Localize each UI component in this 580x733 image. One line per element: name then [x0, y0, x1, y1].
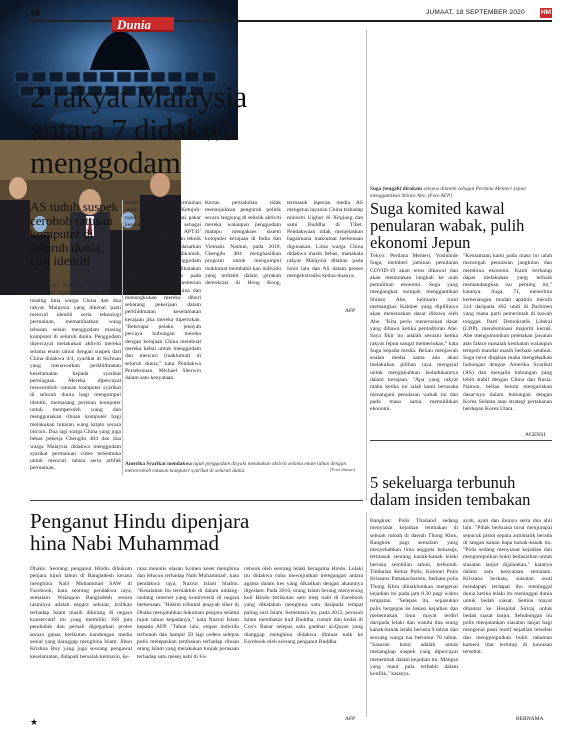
main-body-col-2: seperti kit dan kredit permainan untuk dijual semula. Ketujuh-tujuh suspek dikenal pasti pakar keselamatan siber sebagai 'organisasi penggodam APT41' berdasarkan perkaitan dan teknik yang digunakan. Berdasarkan kertas pertuduhan di mahkamah, Jiang Lizhi, seorang penggodam Chengdu 404, dikatakan memberitahu rakannya pada 2012, dia dilindungi Kementerian Keselamatan Negara China dan menungkukan mereka diberi sebarang pekerjaan dalam perkhidmatan keselamatan kerajaan jika mereka diperlukan. "Beberapa pelaku jenayah percaya hubungan mereka dengan kerajaan China membuat mereka kebal untuk menggodam dan mencuri (maklumat) di seluruh dunia," kata Pendakwa Persekutuan, Michael Sherwin dalam satu kenyataan.	[125, 200, 201, 382]
thai-credit: BERNAMA	[516, 716, 544, 722]
column-divider	[366, 30, 367, 500]
keyboard-caption-bold: Amerika Syarikat mendakwa	[125, 461, 192, 467]
thai-body-col-1: Bangkok: Polis Thailand sedang menyiasat kejadian tembakan di sebuah rumah di daerah Thung Khru, Bangkok pagi semalam yang menyebabkan lima anggota keluarga, termasuk seorang kanak-kanak lelaki berusia sembilan tahun, terbunuh. Timbalan Ketua Polis, Kolonel Polis Krissana Pattanacharoen, berkata polis Thung Khru dimaklumkan mengenai kejadian itu pada jam 8.30 pagi waktu tempatan. "Selepas itu, sepasukan polis bergegas ke lokasi kejadian dan menemukan lima mayat terdiri daripada lelaki dan wanita dua orang kanak-kanak lelaki berusia 9 tahun dan seorang warga tua berumur 70 tahun. "Sasaran kami adalah untuk menangkap suspek yang dipercayai menembak dalam kejadian itu. Mangsa yang maut pula terbabit dalam konflik," katanya.	[370, 518, 458, 678]
column-divider	[122, 200, 123, 475]
keyboard-photo-credit: (Foto hiasan)	[330, 467, 356, 472]
hindu-headline-line-1: Penganut Hindu dipenjara	[30, 509, 250, 533]
section-divider	[30, 500, 363, 501]
main-subheading: AS tuduh suspek ceroboh ratusan komputer di seluruh dunia, curi identiti	[30, 199, 119, 268]
keyboard-caption	[125, 461, 363, 474]
section-divider	[370, 440, 552, 441]
paper-logo: HM	[540, 9, 552, 16]
main-body-col-3: Kertas pertuduhan tidak menunjukkan penguruh politik secara langsung di sebalik aktiviti mereka walaupun penggodam mampu mengakses sistem komputer kerajaan di India dan Vietnam. Namun, pada 2018, Chengdu 404 menghasilkan program untuk mengumpul maklumat membabit kan individu yang terbabit dalam gerakan demokrasi di Hong Kong, termasuk laporan media AS mengenai layanan China terhadap minoriti Uighur di Xinjiang dan sami Buddha di Tibet. Pendakwaan tidak menjelaskan bagaimana maklumat berkenaan digunakan. Lima warga China didakwa masih bebas, manakala rakyat Malaysia ditahan pada Isnin lalu dan AS dalam proses mengekstradisi kedua-duanya.	[205, 200, 363, 287]
section-label: Dunia	[117, 17, 151, 32]
japan-credit: AGENSI	[525, 432, 546, 438]
main-headline-line-2: antara 7 didakwa	[30, 112, 237, 147]
japan-body-col-2: "Keutamaan kami pada masa ini ialah mencegah penularan jangkitan dan membina ekonomi. Kami berharap dapat melakukan yang terbaik memandangkan isu penting ini," katanya. Suga, 71, menerima kemenangan mudah apabila meraih 314 daripada 462 undi di Parlimen yang mana parti pemerintah di bawah tonggak Parti Demokratik Liberal (LDP), mendominasi majoriti kerusi. Abe mengumumkan peletakan jawatan atas faktor masalah kesihatan walaupun tempoh mandat masih berbaki setahun. Suga turut diupkan mahu mengekalkan hubungan dengan Amerika Syarikat (AS) dan menjalin hubungan yang lebih stabil dengan China dan Rusia. Namun, beliau belum mengariskan dasar-nya dalam hubungan dengan Korea Selatan atau strategi pertahanan berdepan Korea Utara.	[463, 253, 552, 413]
hindu-body-col-3: cebook oleh seorang lelaki beragama Hindu. Lelaki itu didakwa cuba mewujudkan ketegangan antara agama dalam kes yang dikaitkan dengan akaunnya digodam. Pada 2016, orang Islam berang menyerang kuil Hindu berikutan satu imej nabi di Facebook yang dikatakan menghina satu daripada tempat paling suci Islam. Sementara itu, pada 2012, perusuh Islam membakar kuil Buddha, rumah dan kedai di Cox's Bazar selepas satu gambar al-Quran yang dianggap menghina didakwa dimuat naik ke Facebook oleh seorang penganut Buddha.	[244, 566, 363, 645]
thai-body-col-2: ayah, ayah dan ibunya serta dua ahli lain. "Pihak berkuasa turut menjumpai sepucuk pistol separa automatik berada di tangan kanan bapa kanak-kanak itu. "Polis sedang menyiasat kejadian dan mengumpulkan bukti bedasarkan untuk siasatan lanjut dijalankan," katanya dalam satu kenyataan semalam. Krissana berkata, siasatan awal mendapati terdapat ibu meninggal dunia ketika lelaki itu meninggal dunia untuk bedah siasat. Semua mayat dihantar ke Hospital Siriraj untuk bedah siasat lanjut. Sehubungan itu polis menjalankan siasatan lanjut bagi mengenal pasti motif kejadian tersebut dan mengumpulkan bukti rakaman kamera litar tertutup di kawasan tersebut.	[463, 518, 552, 656]
hindu-body-col-2: rana menulis ulasan 'komen keset menghina dan lelucon terhadap Nabi Muhammad', kata pendakwa raya, Nazrul Islam Shabin. "Kesalahan itu termaktub di dalam undang-undang internet yang kontroversi di negara berkenaan. "Hakim tribunal jenayah siber di Dhaka menjatuhkan hukuman penjara selama tujuh tahun kepadanya," kata Nazrul Islam kepada AFP. "Tahun lalu, empat individu terbunuh dan hampir 50 lagi cedera selepas polis melepaskan tembakan terhadap ribuan orang Islam yang melakukan tunjuk perasaan terhadap satu mesej nabi di Fa-	[137, 566, 239, 660]
header-rule	[30, 20, 552, 22]
issue-date: JUMAAT, 18 SEPTEMBER 2020	[426, 9, 525, 16]
page-number: 48	[30, 8, 41, 18]
suga-caption-bold: Suga (tengah) dirakam	[370, 186, 423, 192]
column-divider	[366, 512, 367, 717]
hindu-credit: AFP	[345, 716, 356, 722]
suga-caption	[370, 186, 551, 199]
section-tab	[112, 17, 174, 32]
thai-headline: 5 sekeluarga terbunuh dalam insiden tembakan	[370, 473, 531, 509]
japan-headline: Suga komited kawal penularan wabak, pulih ekonomi Jepun	[370, 199, 525, 252]
hindu-headline-line-2: hina Nabi Muhammad	[30, 531, 219, 555]
main-credit: AFP	[345, 308, 356, 314]
main-body-col-1: Washington: Amerika Syarikat (AS) mendakwa tujuh penggodam masing-masing lima warga China dan dua rakyat Malaysia yang dikenal pasti mencuri identiti serta teknologi permainan, memanfaatkan wang tebusan selain menggodam masing komputer di seluruh dunia. Penggodam dipercayai melakukan aktiviti mereka selama enam tahun dengan suspek dari China didakwa 4/4, syarikat di Sichuan yang menawarkan perkhidmatan keselamatan kepada syarikat perniagaan. Mereka dipercayai menceroboh ratusan komputer syarikat di seluruh dunia bagi mengumpul identiti, memasang perisian komputer untuk memperoleh wang dan menggunakan ribuan komputer bagi melakukan tukaran wang kripto secara bitcoin. Dua lagi warga China yang juga bekas pekerja Chengdu 404 dan dua warga Malaysia didakwa menggodam syarikat permainan video terkemuka untuk mencuri rahsia serta artifak permainan,	[30, 283, 121, 472]
main-headline-line-1: 2 rakyat Malaysia	[30, 79, 247, 114]
hindu-body-col-1: Dhaka: Seorang penganut Hindu dihukum penjara tujuh tahun di Bangladesh kerana menghina Nabi Muhammad SAW di Facebook, kata seorang pendakwa raya, semalam. Walaupun Bangladesh secara rasminya adalah negara sekular, kritikan terhadap Islam masih dikirang di negara konservatif itu yang memiliki 168 juta penduduk dan pernah digegarkan protes secara ganas berikutan kandungan media sosial yang dianggap menghina Islam. Jibon Krishna Roy yang juga seorang pengawal keselamatan, didapati bersalah kelmarin, ke-	[30, 566, 132, 660]
suga-caption-text: selepas dilantik sebagai Perdana Menteri Jepun menggantikan Shinzo Abe.	[370, 186, 526, 199]
main-headline-line-3: menggodam	[30, 145, 181, 180]
star-icon: ★	[30, 717, 39, 727]
keyboard-caption-text: tujuh penggodam disyaki melakukan aktiviti selama enam tahun dengan menceroboh ratusan komputer syarikat di seluruh dunia.	[125, 461, 347, 474]
japan-body-col-1: Tokyo: Perdana Menteri, Yoshihide Suga, memberi jaminan penularan COVID-19 akan terus dikawal dan akan memulakan langkah ke arah pemulihan ekonomi. Suga yang mengangkat sumpah menggantikan Shinzo Abe, kelmarin turut memangkas Kabinet yang dipilihnya akan meneruskan dasar dibawa oleh Abe. "Kita perlu meneruskan dasar yang dibawa ketika pentadbiran Abe. Saya fikir itu adalah sesuatu ketika rakyat Jepun sangat memerlukan," kata Suga kepada media. Beliau menjawab soalan media sama ada akan melakukan pilihan raya mengejut untuk mengukuhkan kedudukannya dalam kerajaan. "Apa yang rakyat mahu ketika ini ialah kami berusaha menangani penularan wabak ini dan pada masa sama memulihkan ekonomi.	[370, 253, 458, 413]
suga-caption-credit: (Foto AFP)	[427, 192, 453, 199]
